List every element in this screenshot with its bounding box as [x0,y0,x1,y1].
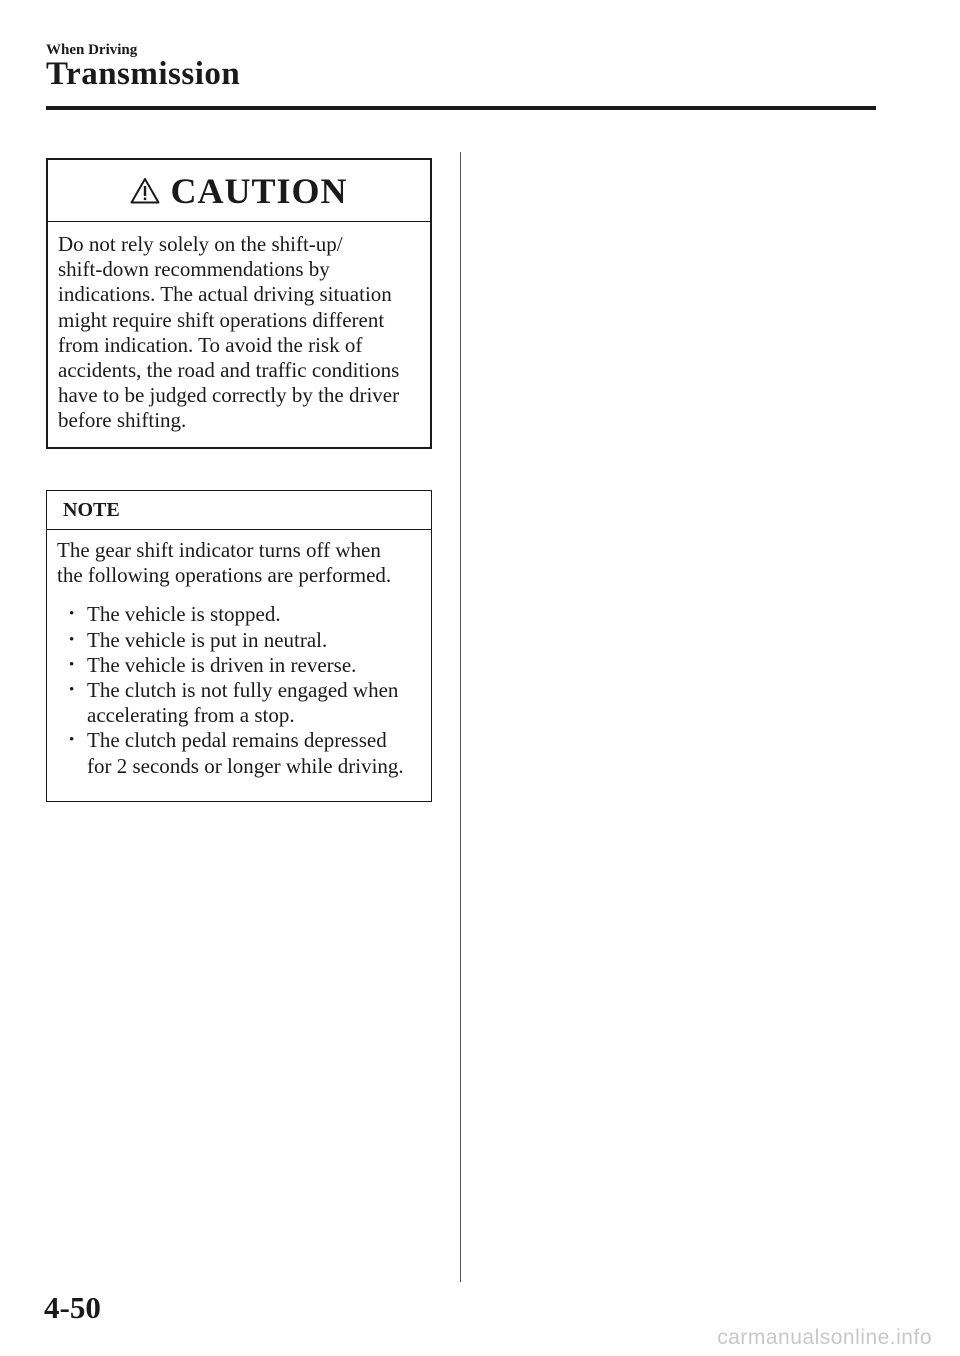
list-item-text: The vehicle is stopped. [87,602,281,627]
list-item-text: The vehicle is put in neutral. [87,627,328,652]
note-body [47,530,431,779]
list-item [57,678,421,728]
bullet-icon: • [69,732,75,749]
list-item [57,653,421,678]
caution-box [46,158,432,449]
list-item [57,602,421,627]
bullet-icon: • [69,631,75,648]
caution-text: Do not rely solely on the shift-up/ shift-down recommendations by indications. The actual driving situation might require shift operations different from indication. To avoid the risk of accidents, the road and traffic conditions have to be judged correctly by the driver before shifting. [58,232,400,433]
page-number: 4-50 [44,1290,101,1325]
caution-title: CAUTION [170,170,348,211]
note-header: NOTE [47,491,431,530]
page-title: Transmission [46,56,241,92]
bullet-icon: • [69,606,75,623]
caution-header [48,160,430,222]
list-item-text: The clutch is not fully engaged when accelerating from a stop. [87,678,399,728]
header-rule [46,106,876,110]
list-item [57,628,421,653]
bullet-icon: • [69,682,75,699]
note-list [57,602,421,778]
bullet-icon: • [69,656,75,673]
watermark: carmanualsonline.info [717,1326,932,1349]
list-item [57,728,421,778]
note-box [46,490,432,802]
warning-triangle-icon [130,177,160,204]
note-intro: The gear shift indicator turns off when the following operations are performed. [57,538,392,588]
section-label: When Driving [46,42,138,58]
list-item-text: The vehicle is driven in reverse. [87,652,357,677]
list-item-text: The clutch pedal remains depressed for 2 seconds or longer while driving. [87,728,404,778]
column-divider [460,152,461,1282]
